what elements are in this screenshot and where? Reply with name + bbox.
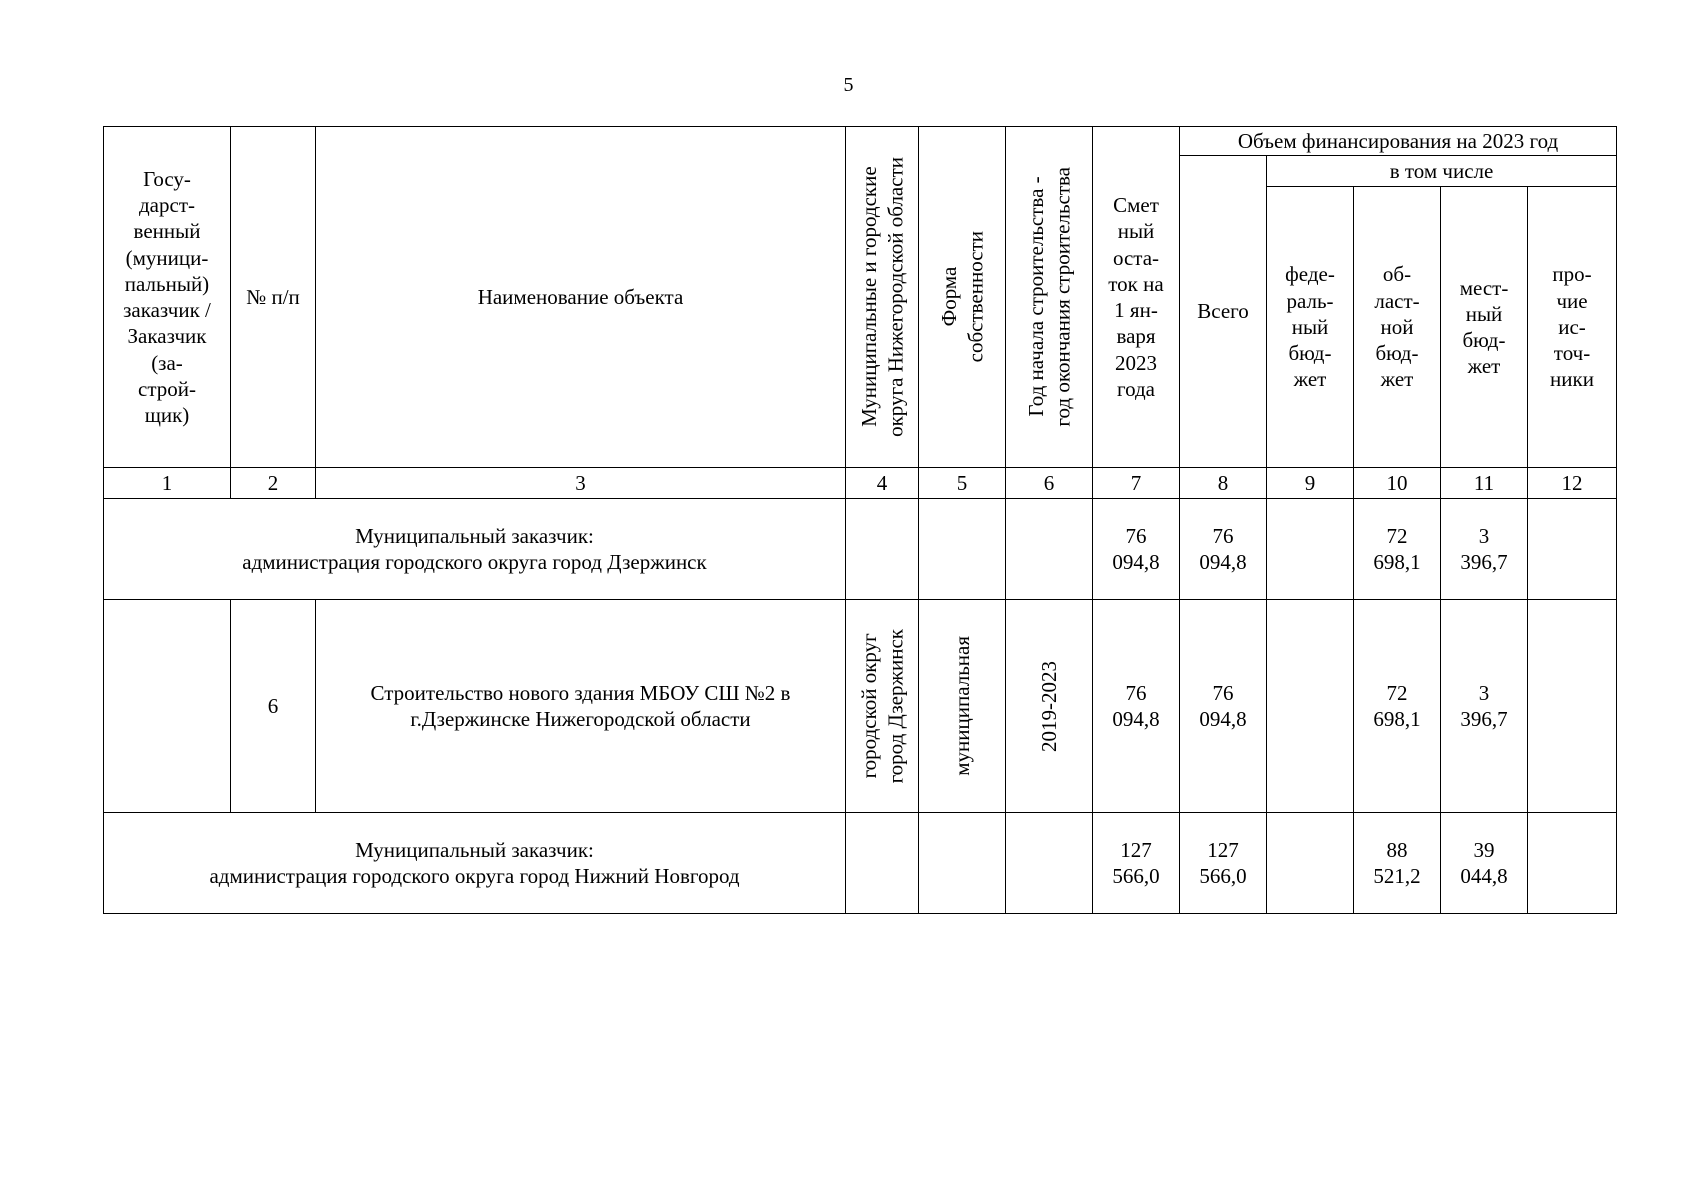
header-object-name: Наименование объекта bbox=[316, 127, 846, 468]
object-years: 2019-2023 bbox=[1006, 600, 1093, 813]
other-value bbox=[1528, 813, 1617, 914]
column-number: 2 bbox=[231, 468, 316, 499]
estimate-value: 76 094,8 bbox=[1093, 600, 1180, 813]
empty-cell bbox=[1006, 499, 1093, 600]
customer-group-title: Муниципальный заказчик: администрация городского округа город Нижний Новгород bbox=[104, 813, 846, 914]
column-number-row bbox=[104, 468, 1617, 499]
column-number: 9 bbox=[1267, 468, 1354, 499]
column-number: 12 bbox=[1528, 468, 1617, 499]
header-regional: об- ласт- ной бюд- жет bbox=[1354, 187, 1441, 468]
empty-cell bbox=[104, 600, 231, 813]
column-number: 3 bbox=[316, 468, 846, 499]
federal-value bbox=[1267, 600, 1354, 813]
empty-cell bbox=[919, 813, 1006, 914]
header-customer: Госу- дарст- венный (муници- пальный) заказчик / Заказчик (за- строй- щик) bbox=[104, 127, 231, 468]
other-value bbox=[1528, 600, 1617, 813]
object-district: городской округ город Дзержинск bbox=[846, 600, 919, 813]
header-including: в том числе bbox=[1267, 156, 1617, 187]
page-number: 5 bbox=[843, 74, 854, 96]
column-number: 8 bbox=[1180, 468, 1267, 499]
header-number: № п/п bbox=[231, 127, 316, 468]
column-number: 10 bbox=[1354, 468, 1441, 499]
empty-cell bbox=[846, 813, 919, 914]
other-value bbox=[1528, 499, 1617, 600]
estimate-value: 76 094,8 bbox=[1093, 499, 1180, 600]
local-value: 3 396,7 bbox=[1441, 600, 1528, 813]
object-name: Строительство нового здания МБОУ СШ №2 в г.Дзержинске Нижегородской области bbox=[316, 600, 846, 813]
object-ownership: муниципальная bbox=[919, 600, 1006, 813]
total-value: 76 094,8 bbox=[1180, 499, 1267, 600]
regional-value: 72 698,1 bbox=[1354, 499, 1441, 600]
header-years: Год начала строительства - год окончания строительства bbox=[1006, 127, 1093, 468]
empty-cell bbox=[846, 499, 919, 600]
estimate-value: 127 566,0 bbox=[1093, 813, 1180, 914]
object-number: 6 bbox=[231, 600, 316, 813]
column-number: 11 bbox=[1441, 468, 1528, 499]
empty-cell bbox=[1006, 813, 1093, 914]
header-funding-title: Объем финансирования на 2023 год bbox=[1180, 127, 1617, 156]
object-row bbox=[104, 600, 1617, 813]
empty-cell bbox=[919, 499, 1006, 600]
header-district: Муниципальные и городские округа Нижегородской области bbox=[846, 127, 919, 468]
customer-group-row bbox=[104, 813, 1617, 914]
local-value: 39 044,8 bbox=[1441, 813, 1528, 914]
header-estimate: Смет ный оста- ток на 1 ян- варя 2023 года bbox=[1093, 127, 1180, 468]
total-value: 76 094,8 bbox=[1180, 600, 1267, 813]
column-number: 4 bbox=[846, 468, 919, 499]
column-number: 1 bbox=[104, 468, 231, 499]
header-other: про- чие ис- точ- ники bbox=[1528, 187, 1617, 468]
header-total: Всего bbox=[1180, 156, 1267, 468]
customer-group-title: Муниципальный заказчик: администрация городского округа город Дзержинск bbox=[104, 499, 846, 600]
total-value: 127 566,0 bbox=[1180, 813, 1267, 914]
customer-group-row bbox=[104, 499, 1617, 600]
column-number: 6 bbox=[1006, 468, 1093, 499]
financing-table bbox=[103, 126, 1617, 914]
local-value: 3 396,7 bbox=[1441, 499, 1528, 600]
header-ownership: Форма собственности bbox=[919, 127, 1006, 468]
regional-value: 72 698,1 bbox=[1354, 600, 1441, 813]
federal-value bbox=[1267, 813, 1354, 914]
header-federal: феде- раль- ный бюд- жет bbox=[1267, 187, 1354, 468]
column-number: 5 bbox=[919, 468, 1006, 499]
column-number: 7 bbox=[1093, 468, 1180, 499]
header-local: мест- ный бюд- жет bbox=[1441, 187, 1528, 468]
federal-value bbox=[1267, 499, 1354, 600]
regional-value: 88 521,2 bbox=[1354, 813, 1441, 914]
